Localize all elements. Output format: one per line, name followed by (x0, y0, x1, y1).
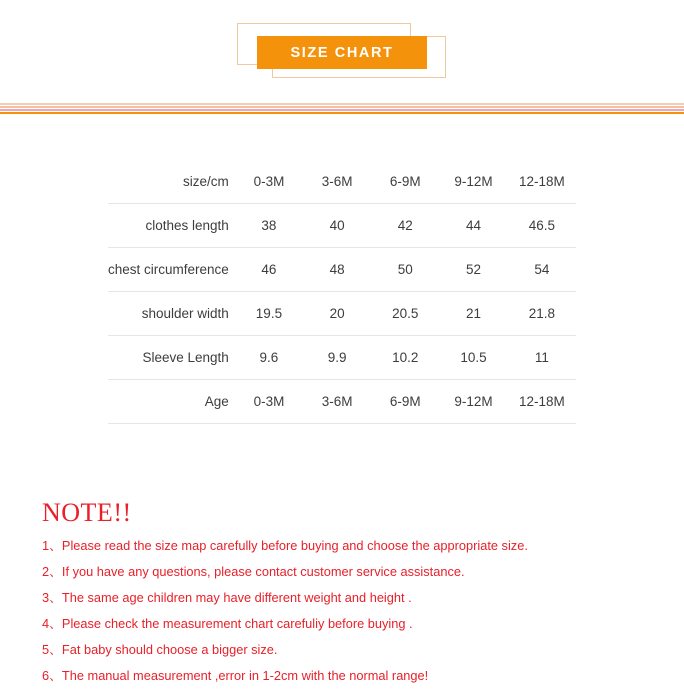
note-number: 5、 (42, 641, 62, 657)
row-value: 50 (371, 248, 439, 292)
note-item (42, 538, 642, 554)
size-chart-table-wrapper (0, 160, 684, 424)
row-value: 38 (235, 204, 303, 248)
divider-stripes (0, 103, 684, 114)
row-value: 12-18M (508, 380, 576, 424)
row-value: 52 (439, 248, 507, 292)
row-value: 0-3M (235, 380, 303, 424)
table-header-cell: 12-18M (508, 160, 576, 204)
table-row (108, 292, 576, 336)
row-value: 46.5 (508, 204, 576, 248)
row-value: 3-6M (303, 380, 371, 424)
row-value: 19.5 (235, 292, 303, 336)
row-value: 21 (439, 292, 507, 336)
size-chart-table (108, 160, 576, 424)
row-value: 44 (439, 204, 507, 248)
row-value: 21.8 (508, 292, 576, 336)
page-title: SIZE CHART (290, 44, 394, 61)
note-text: If you have any questions, please contact customer service assistance. (61, 563, 465, 579)
note-number: 6、 (42, 667, 62, 683)
row-value: 20 (303, 292, 371, 336)
note-number: 3、 (42, 589, 62, 605)
notes-section (42, 500, 642, 694)
row-label: clothes length (108, 204, 235, 248)
notes-title: NOTE!! (42, 498, 132, 527)
table-header-cell: 9-12M (439, 160, 507, 204)
table-header-row (108, 160, 576, 204)
table-row (108, 204, 576, 248)
table-header-label: size/cm (108, 160, 235, 204)
stripe-orange (0, 112, 684, 114)
row-label: chest circumference (108, 248, 235, 292)
row-value: 20.5 (371, 292, 439, 336)
header-banner (0, 0, 684, 100)
table-row (108, 336, 576, 380)
row-value: 54 (508, 248, 576, 292)
table-header-cell: 0-3M (235, 160, 303, 204)
table-header-cell: 3-6M (303, 160, 371, 204)
note-text: Please read the size map carefully before buying and choose the appropriate size. (61, 538, 528, 553)
row-value: 6-9M (371, 380, 439, 424)
note-item (42, 668, 642, 684)
row-value: 10.5 (439, 336, 507, 380)
row-label: Sleeve Length (108, 336, 235, 380)
note-number: 4、 (42, 615, 62, 631)
row-label: shoulder width (108, 292, 235, 336)
note-text: The manual measurement ,error in 1-2cm with the normal range! (61, 667, 429, 683)
row-value: 10.2 (371, 336, 439, 380)
note-item (42, 590, 642, 606)
row-value: 46 (235, 248, 303, 292)
table-header-cell: 6-9M (371, 160, 439, 204)
row-value: 9.9 (303, 336, 371, 380)
note-text: Fat baby should choose a bigger size. (61, 641, 278, 657)
page-title-box (257, 36, 427, 69)
row-label: Age (108, 380, 235, 424)
row-value: 40 (303, 204, 371, 248)
table-row (108, 380, 576, 424)
note-number: 1、 (42, 538, 62, 553)
row-value: 9.6 (235, 336, 303, 380)
table-row (108, 248, 576, 292)
note-number: 2、 (42, 563, 62, 579)
note-text: Please check the measurement chart carefuliy before buying . (61, 615, 413, 631)
note-item (42, 616, 642, 632)
row-value: 9-12M (439, 380, 507, 424)
row-value: 11 (508, 336, 576, 380)
row-value: 42 (371, 204, 439, 248)
note-item (42, 642, 642, 658)
row-value: 48 (303, 248, 371, 292)
note-text: The same age children may have different weight and height . (61, 589, 412, 605)
note-item (42, 564, 642, 580)
